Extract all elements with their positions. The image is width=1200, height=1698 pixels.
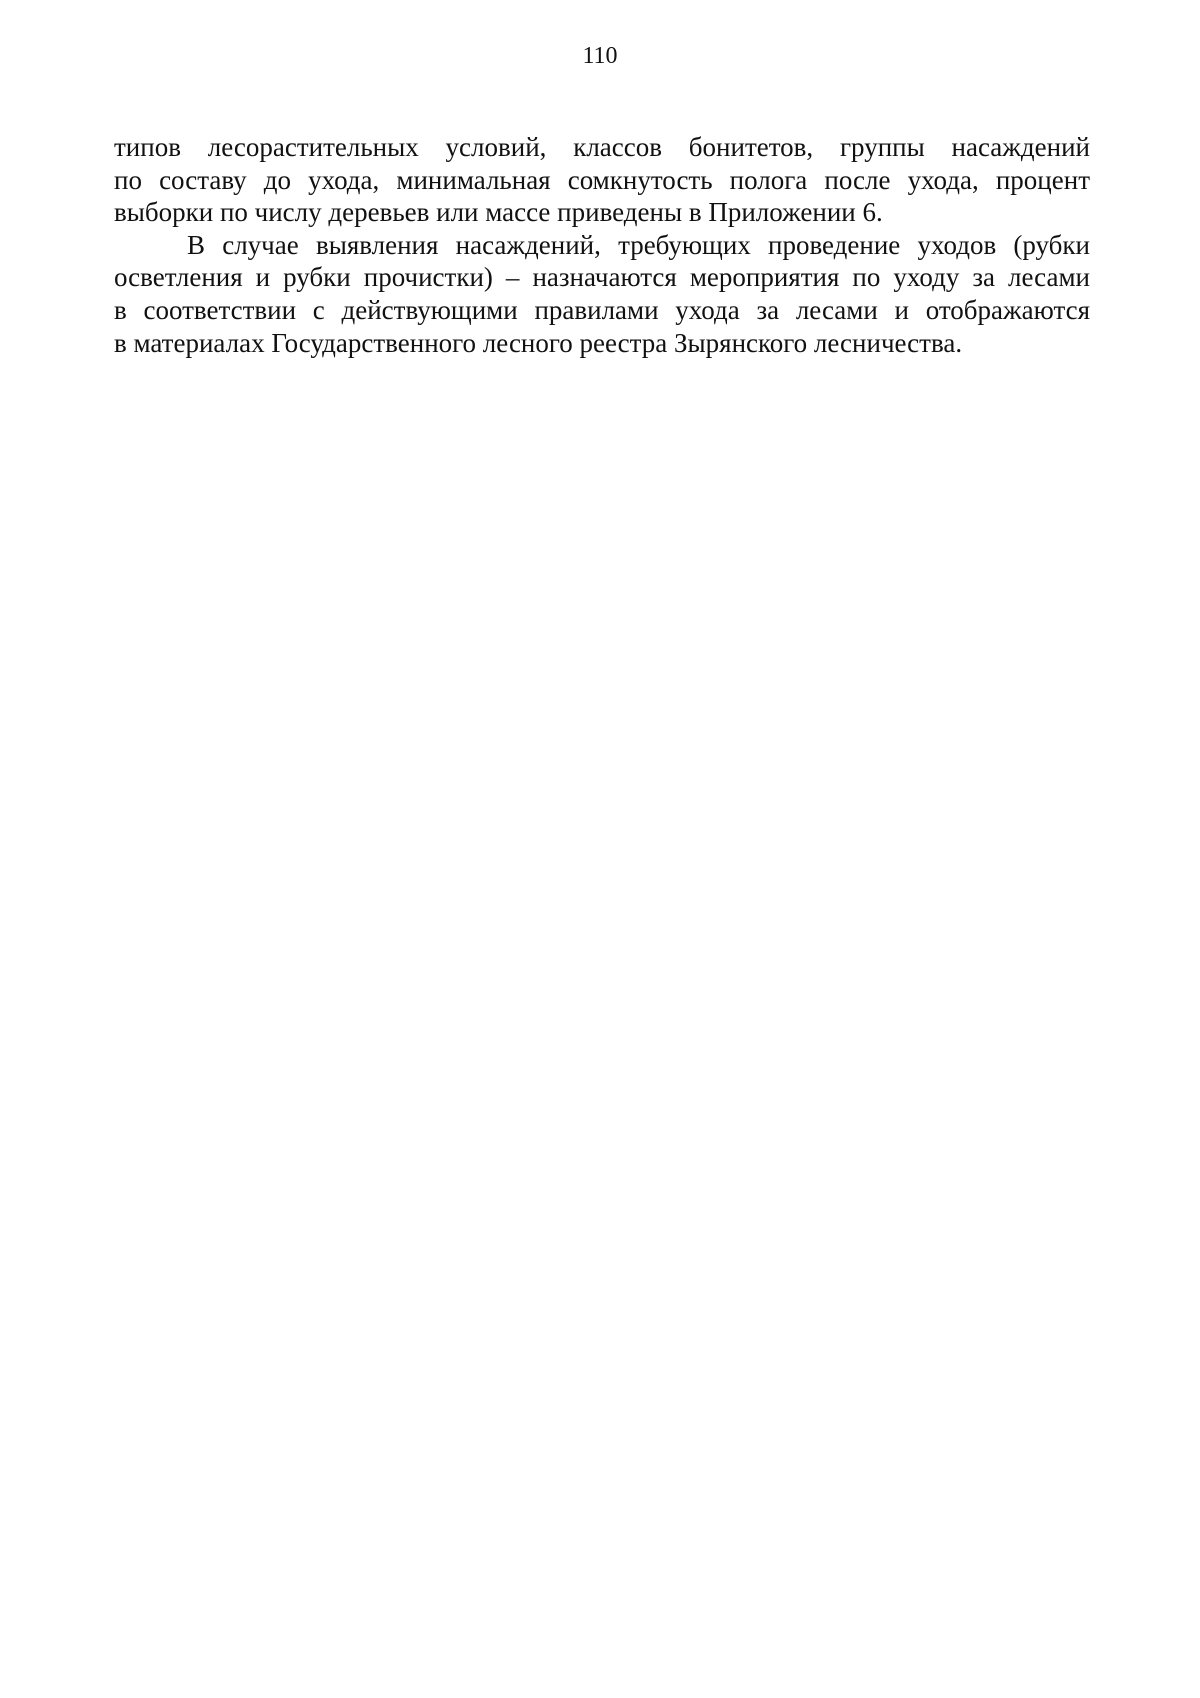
paragraph-line: В случае выявления насаждений, требующих проведение уходов (рубки [187, 229, 1090, 260]
paragraph-line: типов лесорастительных условий, классов бонитетов, группы насаждений [114, 132, 1090, 162]
paragraph-1 [114, 131, 1090, 229]
paragraph-line: в материалах Государственного лесного реестра Зырянского лесничества. [114, 327, 963, 358]
paragraph-line: в соответствии с действующими правилами ухода за лесами и отображаются [114, 294, 1090, 325]
paragraph-line: осветления и рубки прочистки) – назначаются мероприятия по уходу за лесами [114, 262, 1090, 293]
paragraph-line: по составу до ухода, минимальная сомкнутость полога после ухода, процент [114, 164, 1090, 195]
page-number: 110 [582, 43, 618, 69]
body-text [114, 131, 1090, 359]
paragraph-line: выборки по числу деревьев или массе приведены в Приложении 6. [114, 197, 883, 228]
paragraph-2 [114, 229, 1090, 359]
